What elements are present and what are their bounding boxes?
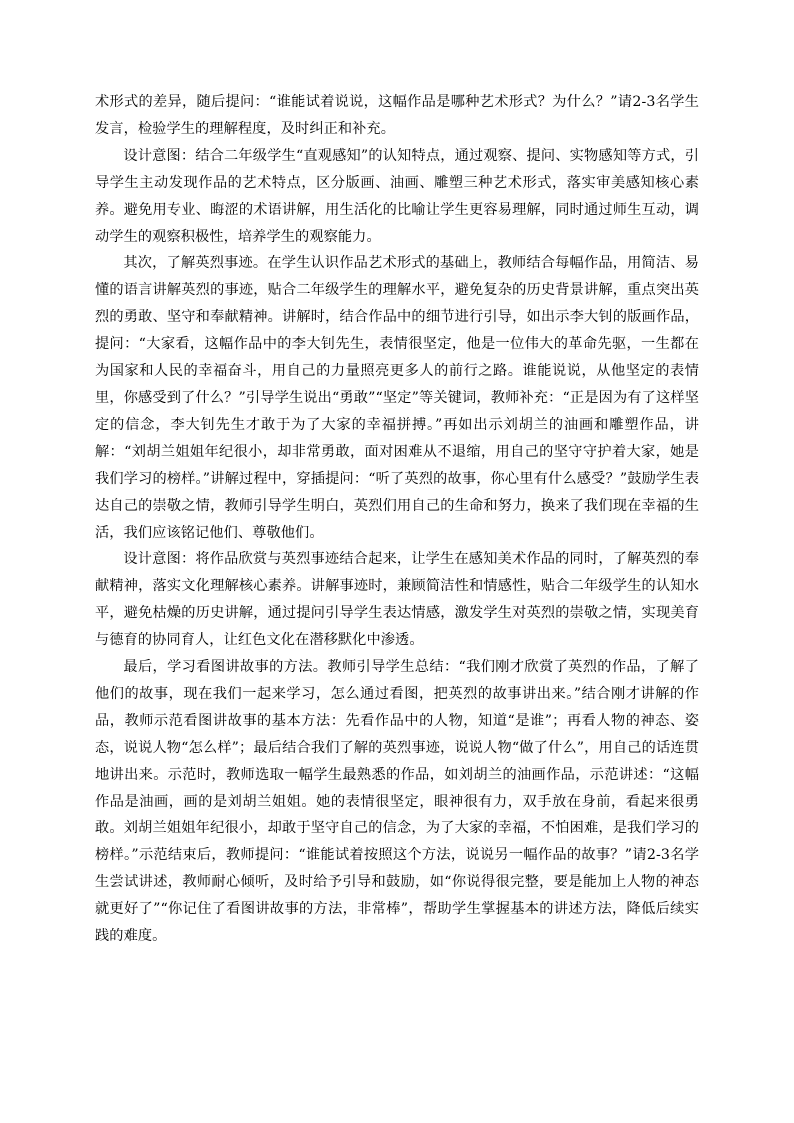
body-paragraph: 术形式的差异，随后提问：“谁能试着说说，这幅作品是哪种艺术形式？为什么？”请2-3名学生发言，检验学生的理解程度，及时纠正和补充。 [95,94,699,137]
body-paragraph: 设计意图：结合二年级学生“直观感知”的认知特点，通过观察、提问、实物感知等方式，引导学生主动发现作品的艺术特点，区分版画、油画、雕塑三种艺术形式，落实审美感知核心素养。避免用专业、晦涩的术语讲解，用生活化的比喻让学生更容易理解，同时通过师生互动，调动学生的观察积极性，培养学生的观察能力。 [95,147,699,245]
body-paragraph: 最后，学习看图讲故事的方法。教师引导学生总结：“我们刚才欣赏了英烈的作品，了解了他们的故事，现在我们一起来学习，怎么通过看图，把英烈的故事讲出来。”结合刚才讲解的作品，教师示范看图讲故事的基本方法：先看作品中的人物，知道“是谁”；再看人物的神态、姿态，说说人物“怎么样”；最后结合我们了解的英烈事迹，说说人物“做了什么”，用自己的话连贯地讲出来。示范时，教师选取一幅学生最熟悉的作品，如刘胡兰的油画作品，示范讲述：“这幅作品是油画，画的是刘胡兰姐姐。她的表情很坚定，眼神很有力，双手放在身前，看起来很勇敢。刘胡兰姐姐年纪很小，却敢于坚守自己的信念，为了大家的幸福，不怕困难，是我们学习的榜样。”示范结束后，教师提问：“谁能试着按照这个方法，说说另一幅作品的故事？”请2-3名学生尝试讲述，教师耐心倾听，及时给予引导和鼓励，如“你说得很完整，要是能加上人物的神态就更好了”“你记住了看图讲故事的方法，非常棒”，帮助学生掌握基本的讲述方法，降低后续实践的难度。 [95,659,699,945]
body-paragraph: 设计意图：将作品欣赏与英烈事迹结合起来，让学生在感知美术作品的同时，了解英烈的奉献精神，落实文化理解核心素养。讲解事迹时，兼顾简洁性和情感性，贴合二年级学生的认知水平，避免枯燥的历史讲解，通过提问引导学生表达情感，激发学生对英烈的崇敬之情，实现美育与德育的协同育人，让红色文化在潜移默化中渗透。 [95,551,699,649]
document-page [95,89,699,950]
body-paragraph: 其次，了解英烈事迹。在学生认识作品艺术形式的基础上，教师结合每幅作品，用简洁、易懂的语言讲解英烈的事迹，贴合二年级学生的理解水平，避免复杂的历史背景讲解，重点突出英烈的勇敢、坚守和奉献精神。讲解时，结合作品中的细节进行引导，如出示李大钊的版画作品，提问：“大家看，这幅作品中的李大钊先生，表情很坚定，他是一位伟大的革命先驱，一生都在为国家和人民的幸福奋斗，用自己的力量照亮更多人的前行之路。谁能说说，从他坚定的表情里，你感受到了什么？”引导学生说出“勇敢”“坚定”等关键词，教师补充：“正是因为有了这样坚定的信念，李大钊先生才敢于为了大家的幸福拼搏。”再如出示刘胡兰的油画和雕塑作品，讲解：“刘胡兰姐姐年纪很小，却非常勇敢，面对困难从不退缩，用自己的坚守守护着大家，她是我们学习的榜样。”讲解过程中，穿插提问：“听了英烈的故事，你心里有什么感受？”鼓励学生表达自己的崇敬之情，教师引导学生明白，英烈们用自己的生命和努力，换来了我们现在幸福的生活，我们应该铭记他们、尊敬他们。 [95,255,699,541]
